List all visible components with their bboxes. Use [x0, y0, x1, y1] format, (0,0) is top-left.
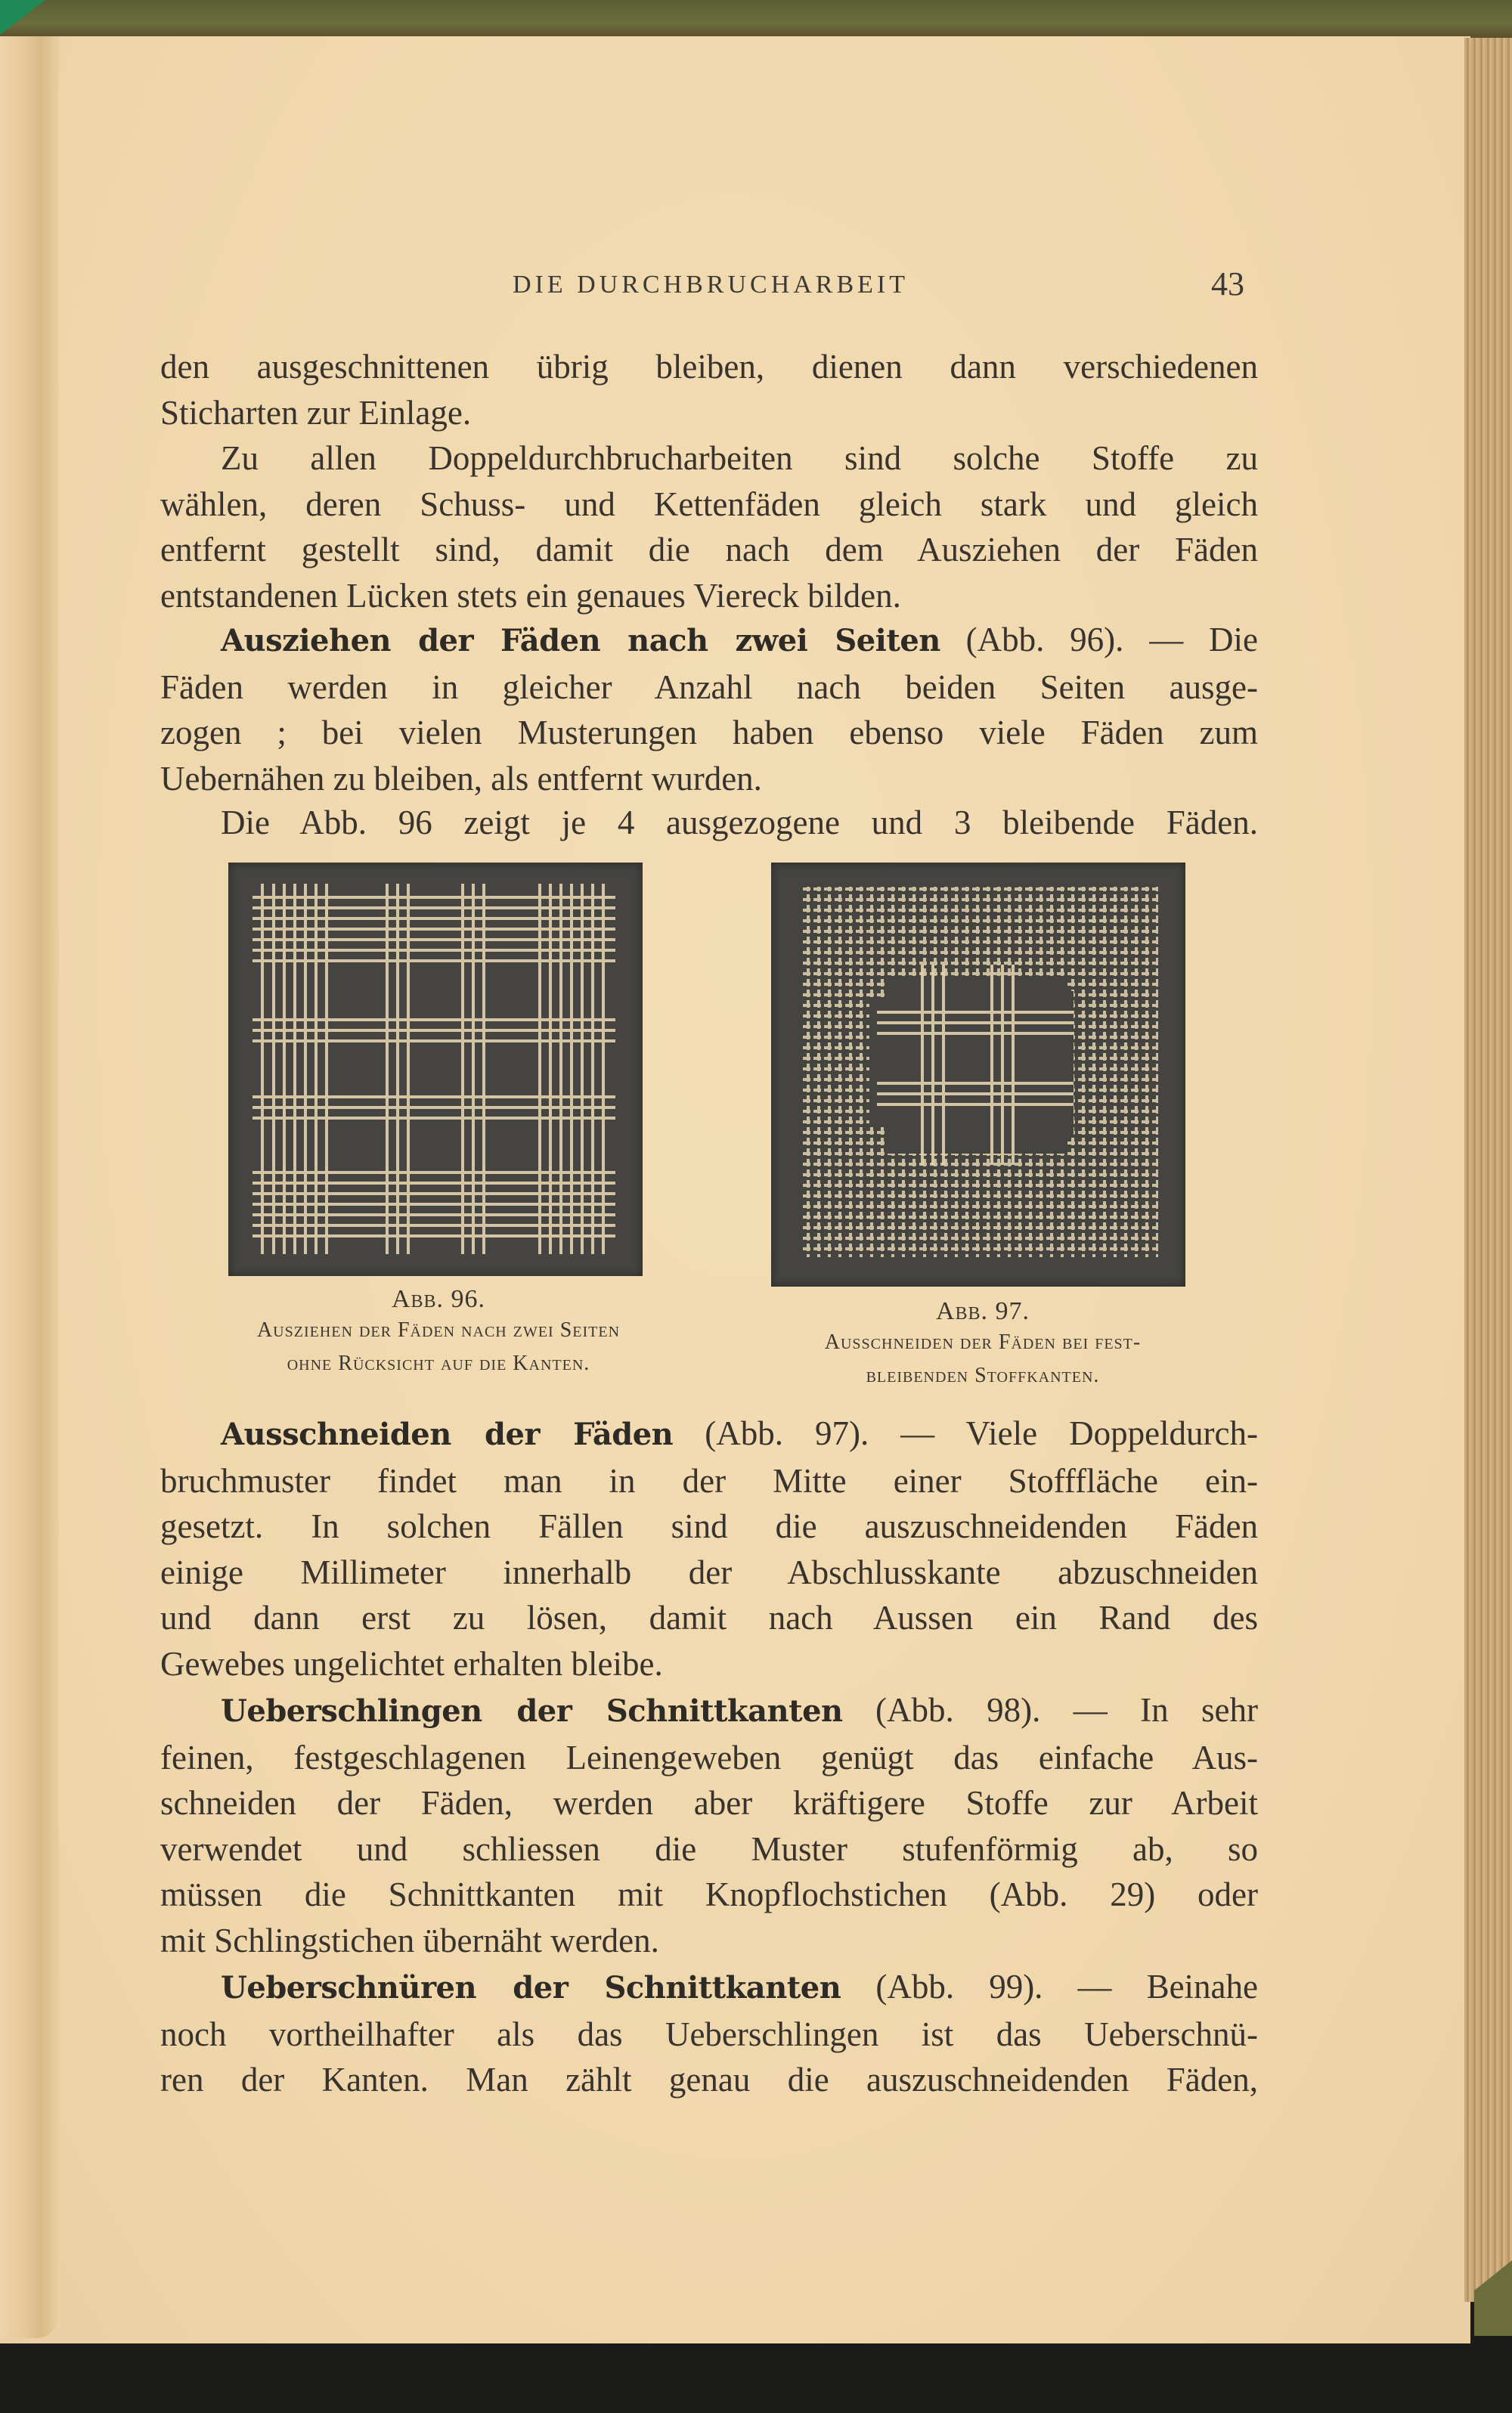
text-line: Fäden werden in gleicher Anzahl nach beiden Seiten ausge- [160, 668, 1258, 706]
text-line: Zu allen Doppeldurchbrucharbeiten sind solche Stoffe zu [221, 439, 1258, 477]
text-line: gesetzt. In solchen Fällen sind die auszuschneidenden Fäden [160, 1507, 1258, 1545]
text-line: zogen ; bei vielen Musterungen haben ebenso viele Fäden zum [160, 714, 1258, 751]
caption-line: Ausschneiden der Fäden bei fest- [824, 1330, 1142, 1354]
text-line: Die Abb. 96 zeigt je 4 ausgezogene und 3 bleibende Fäden. [221, 804, 1258, 841]
text-line [160, 617, 1258, 664]
paragraph-1 [160, 344, 1258, 435]
section-heading: Ausziehen der Fäden nach zwei Seiten [221, 623, 940, 658]
text-line: Sticharten zur Einlage. [160, 393, 472, 432]
section-heading: Ausschneiden der Fäden [221, 1417, 674, 1452]
woven-grid-illustration [228, 863, 643, 1276]
text-line: schneiden der Fäden, werden aber kräftigere Stoffe zur Arbeit [160, 1784, 1258, 1822]
cut-out-grid-illustration [771, 863, 1185, 1287]
page-gutter-fold [0, 36, 59, 2338]
text-line: müssen die Schnittkanten mit Knopflochstichen (Abb. 29) oder [160, 1876, 1258, 1913]
book-cover-top-edge [0, 0, 1512, 39]
paragraph-3 [160, 617, 1258, 801]
text-line: den ausgeschnittenen übrig bleiben, dienen dann verschiedenen [160, 348, 1258, 386]
paragraph-2 [160, 435, 1258, 618]
caption-line: bleibenden Stoffkanten. [866, 1364, 1100, 1387]
text-line: Gewebes ungelichtet erhalten bleibe. [160, 1644, 663, 1683]
text-line: einige Millimeter innerhalb der Abschlusskante abzuschneiden [160, 1553, 1258, 1591]
text-line: Uebernähen zu bleiben, als entfernt wurden. [160, 759, 762, 798]
text-line: entfernt gestellt sind, damit die nach dem Ausziehen der Fäden [160, 531, 1258, 568]
paragraph-5 [160, 1411, 1258, 1687]
page-stack-edge [1464, 38, 1512, 2302]
text-line: ren der Kanten. Man zählt genau die auszuschneidenden Fäden, [160, 2061, 1258, 2099]
text-line: feinen, festgeschlagenen Leinengeweben genügt das einfache Aus- [160, 1738, 1258, 1776]
text-run: (Abb. 96). — Die [965, 621, 1258, 658]
figure-abb-97 [771, 863, 1185, 1287]
text-line: noch vortheilhafter als das Ueberschlingen ist das Ueberschnü- [160, 2015, 1258, 2053]
running-head: DIE DURCHBRUCHARBEIT [512, 271, 909, 299]
text-run: (Abb. 97). — Viele Doppeldurch- [705, 1414, 1258, 1452]
text-line: verwendet und schliessen die Muster stufenförmig ab, so [160, 1829, 1258, 1868]
figure-caption-abb-96 [159, 1285, 718, 1380]
text-line: entstandenen Lücken stets ein genaues Viereck bilden. [160, 576, 901, 615]
caption-line: ohne Rücksicht auf die Kanten. [287, 1352, 590, 1375]
text-run: (Abb. 98). — In sehr [875, 1691, 1259, 1729]
paragraph-6 [160, 1687, 1258, 1963]
text-line: mit Schlingstichen übernäht werden. [160, 1921, 659, 1959]
text-line [160, 1964, 1258, 2012]
figure-label: Abb. 97. [935, 1297, 1030, 1325]
text-line: und dann erst zu lösen, damit nach Aussen ein Rand des [160, 1599, 1258, 1637]
text-line [160, 1411, 1258, 1458]
text-line: bruchmuster findet man in der Mitte einer Stofffläche ein- [160, 1461, 1258, 1500]
section-heading: Ueberschlingen der Schnittkanten [221, 1693, 843, 1729]
figure-abb-96 [228, 863, 643, 1276]
paragraph-7 [160, 1964, 1258, 2103]
page-number: 43 [1211, 265, 1244, 302]
figure-label: Abb. 96. [391, 1285, 486, 1313]
text-run: (Abb. 99). — Beinahe [875, 1968, 1259, 2006]
paragraph-4 [160, 800, 1258, 846]
caption-line: Ausziehen der Fäden nach zwei Seiten [256, 1318, 621, 1342]
text-line: wählen, deren Schuss- und Kettenfäden gleich stark und gleich [160, 485, 1258, 523]
figure-caption-abb-97 [726, 1297, 1240, 1392]
text-line [160, 1687, 1258, 1735]
section-heading: Ueberschnüren der Schnittkanten [221, 1970, 841, 2006]
